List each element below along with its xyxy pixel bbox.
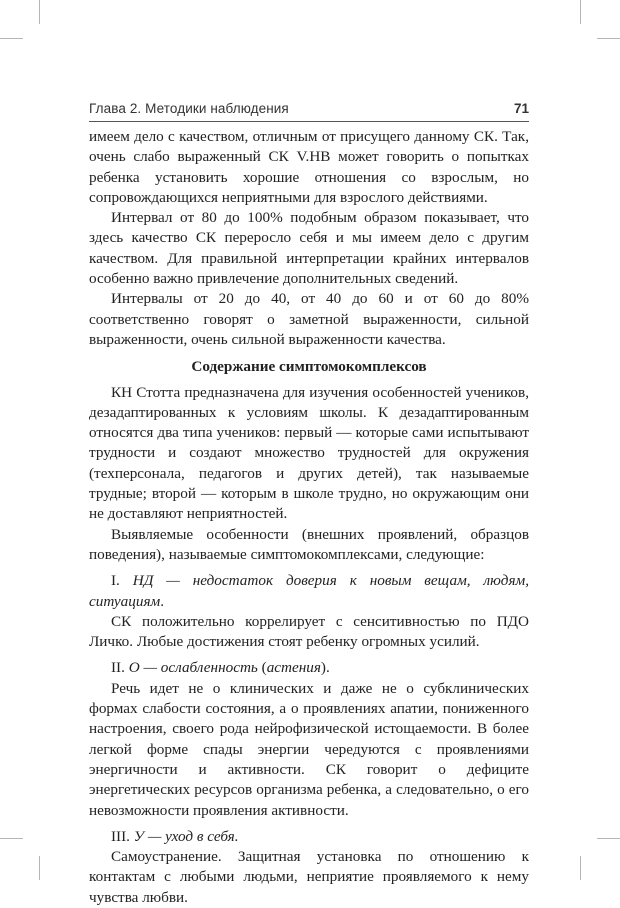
item-paren-close: ). (320, 659, 330, 677)
header-rule (89, 121, 529, 122)
item-code: НД (132, 572, 154, 590)
running-header (89, 101, 529, 119)
item-paren-open: ( (257, 659, 267, 677)
page-number: 71 (513, 101, 529, 116)
item-trail: . (234, 827, 239, 845)
item-code: О (128, 659, 140, 677)
crop-mark (597, 838, 620, 839)
item-dash: — (144, 827, 166, 845)
item-description: ослабленность (160, 659, 258, 677)
item-dash: — (139, 659, 161, 677)
item-description: уход в себя (165, 827, 235, 845)
crop-mark (0, 838, 23, 839)
item-paren-text: астения (266, 659, 321, 677)
paragraph: Интервал от 80 до 100% подобным образом показывает, что здесь качество СК переросло себя и мы имеем дело с другим качеством. Для правильной интерпретации крайних интервалов особенно важно привлечение дополнительных сведений. (89, 209, 529, 288)
item-code: У (133, 827, 145, 845)
paragraph: Выявляемые особенности (внешних проявлений, образцов поведения), называемые симптомокомплексами, следующие: (89, 525, 529, 563)
item-numeral: III. (111, 827, 130, 845)
item-numeral: I. (111, 572, 120, 590)
crop-mark (597, 38, 620, 39)
paragraph: КН Стотта предназначена для изучения особенностей учеников, дезадаптированных к условиям школы. К дезадаптированным относятся два типа учеников: первый — которые сами испытывают трудности и создают множество трудностей для окружения (техперсонала, педагогов и других детей), так называемые трудные; второй — которым в школе трудно, но окружающим они не доставляют неприятностей. (89, 383, 529, 523)
crop-mark (39, 0, 40, 24)
section-heading: Содержание симптомокомплексов (191, 358, 427, 376)
item-trail: . (160, 592, 164, 610)
crop-mark (580, 856, 581, 880)
crop-mark (0, 38, 23, 39)
item-dash: — (153, 572, 193, 590)
crop-mark (580, 0, 581, 24)
paragraph: Интервалы от 20 до 40, от 40 до 60 и от 60 до 80% соответственно говорят о заметной выраженности, сильной выраженности, очень сильной выраженности качества. (89, 290, 529, 348)
paragraph: Речь идет не о клинических и даже не о субклинических формах слабости состояния, а о проявлениях апатии, пониженного настроения, своего рода нейрофизической истощаемости. В более легкой форме спады энергии чередуются с проявлениями энергичности и активности. СК говорит о дефиците энергетических ресурсов организма ребенка, а следовательно, о его невозможности проявления активности. (89, 679, 529, 819)
symptom-item-heading (89, 658, 529, 678)
symptom-item-heading (89, 571, 529, 612)
item-numeral: II. (111, 659, 125, 677)
item-description: недостаток доверия к новым вещам, людям, ситуациям (89, 572, 530, 610)
symptom-item-heading (89, 827, 529, 847)
paragraph: имеем дело с качеством, отличным от присущего данному СК. Так, очень слабо выраженный СК V.НВ может говорить о попытках ребенка установить хорошие отношения со взрослым, но сопровождающихся неприятными для взрослого действиями. (89, 128, 529, 206)
crop-mark (39, 856, 40, 880)
chapter-title: Глава 2. Методики наблюдения (89, 101, 289, 116)
page-body (89, 127, 529, 908)
paragraph: Самоустранение. Защитная установка по отношению к контактам с любыми людьми, неприятие проявляемого к нему чувства любви. (89, 848, 529, 906)
paragraph: СК положительно коррелирует с сенситивностью по ПДО Личко. Любые достижения стоят ребенку огромных усилий. (89, 612, 529, 651)
